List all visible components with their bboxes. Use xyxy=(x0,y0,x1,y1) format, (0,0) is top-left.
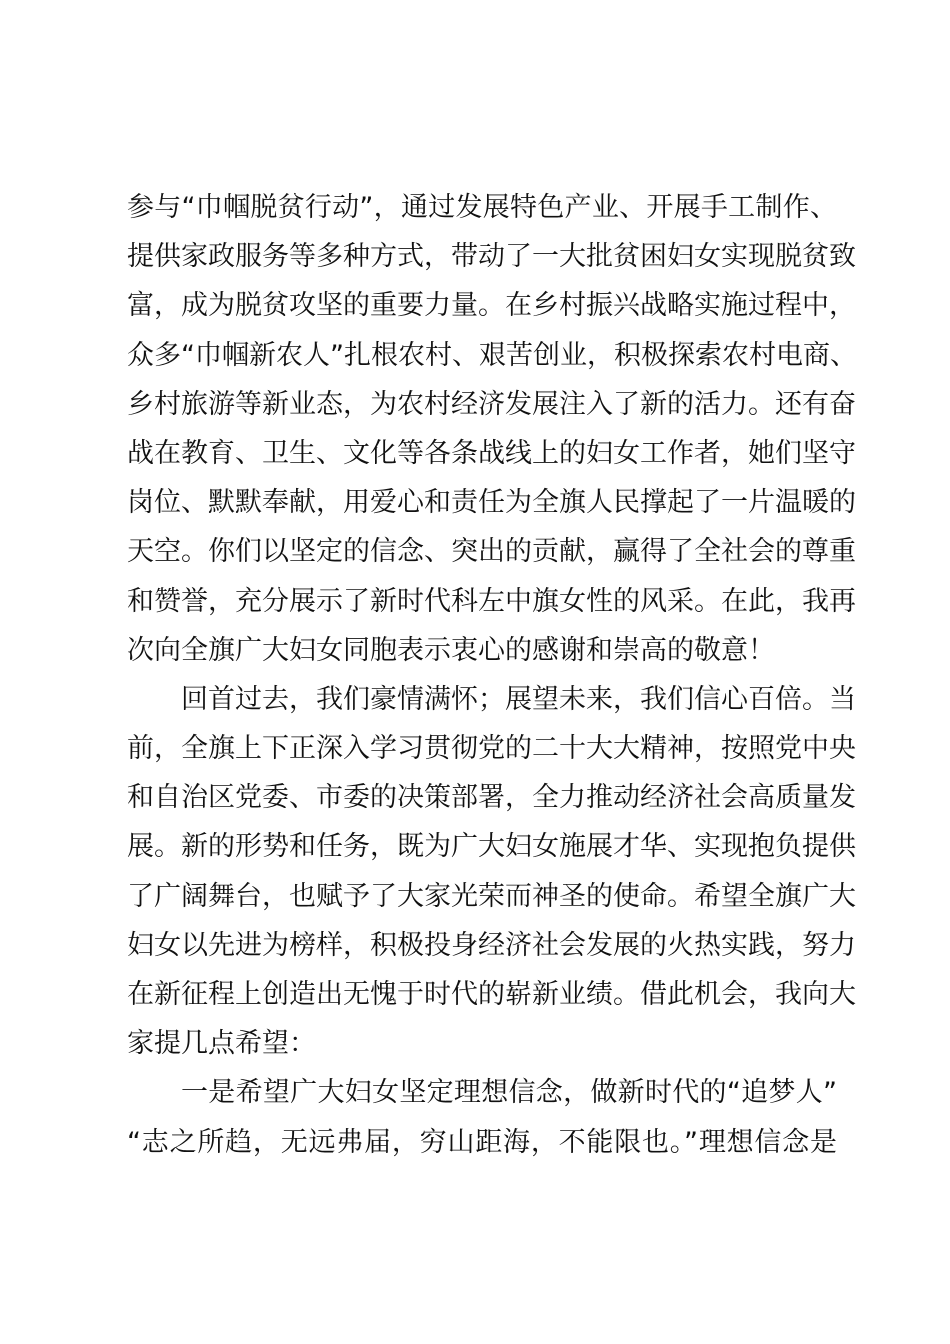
text-line: 次向全旗广大妇女同胞表示衷心的感谢和崇高的敬意！ xyxy=(127,634,775,666)
text-line: 众多“巾帼新农人”扎根农村、艰苦创业，积极探索农村电商、 xyxy=(127,339,857,371)
text-line: 和自治区党委、市委的决策部署，全力推动经济社会高质量发 xyxy=(127,782,856,814)
paragraph-1 xyxy=(127,183,857,675)
text-line: 和赞誉，充分展示了新时代科左中旗女性的风采。在此，我再 xyxy=(127,585,856,617)
text-line: 一是希望广大妇女坚定理想信念，做新时代的“追梦人” xyxy=(181,1077,837,1109)
text-line: 战在教育、卫生、文化等各条战线上的妇女工作者，她们坚守 xyxy=(127,437,856,469)
text-line: 妇女以先进为榜样，积极投身经济社会发展的火热实践，努力 xyxy=(127,929,856,961)
text-line: 提供家政服务等多种方式，带动了一大批贫困妇女实现脱贫致 xyxy=(127,241,856,273)
paragraph-2 xyxy=(127,675,856,1069)
text-line: 富，成为脱贫攻坚的重要力量。在乡村振兴战略实施过程中， xyxy=(127,290,856,322)
text-line: 岗位、默默奉献，用爱心和责任为全旗人民撑起了一片温暖的 xyxy=(127,487,856,519)
text-line: 展。新的形势和任务，既为广大妇女施展才华、实现抱负提供 xyxy=(127,831,856,863)
text-line: 参与“巾帼脱贫行动”，通过发展特色产业、开展手工制作、 xyxy=(127,192,837,223)
text-line: “志之所趋，无远弗届，穷山距海，不能限也。”理想信念是 xyxy=(127,1126,837,1158)
text-line: 在新征程上创造出无愧于时代的崭新业绩。借此机会，我向大 xyxy=(127,979,856,1010)
paragraph-3 xyxy=(127,1068,837,1166)
text-line: 回首过去，我们豪情满怀；展望未来，我们信心百倍。当 xyxy=(181,683,856,715)
text-line: 天空。你们以坚定的信念、突出的贡献，赢得了全社会的尊重 xyxy=(127,536,856,568)
text-line: 家提几点希望： xyxy=(127,1028,316,1060)
text-line: 了广阔舞台，也赋予了大家光荣而神圣的使命。希望全旗广大 xyxy=(127,880,856,912)
text-line: 乡村旅游等新业态，为农村经济发展注入了新的活力。还有奋 xyxy=(127,388,856,420)
document-body xyxy=(127,183,857,1167)
text-line: 前，全旗上下正深入学习贯彻党的二十大大精神，按照党中央 xyxy=(127,733,856,765)
